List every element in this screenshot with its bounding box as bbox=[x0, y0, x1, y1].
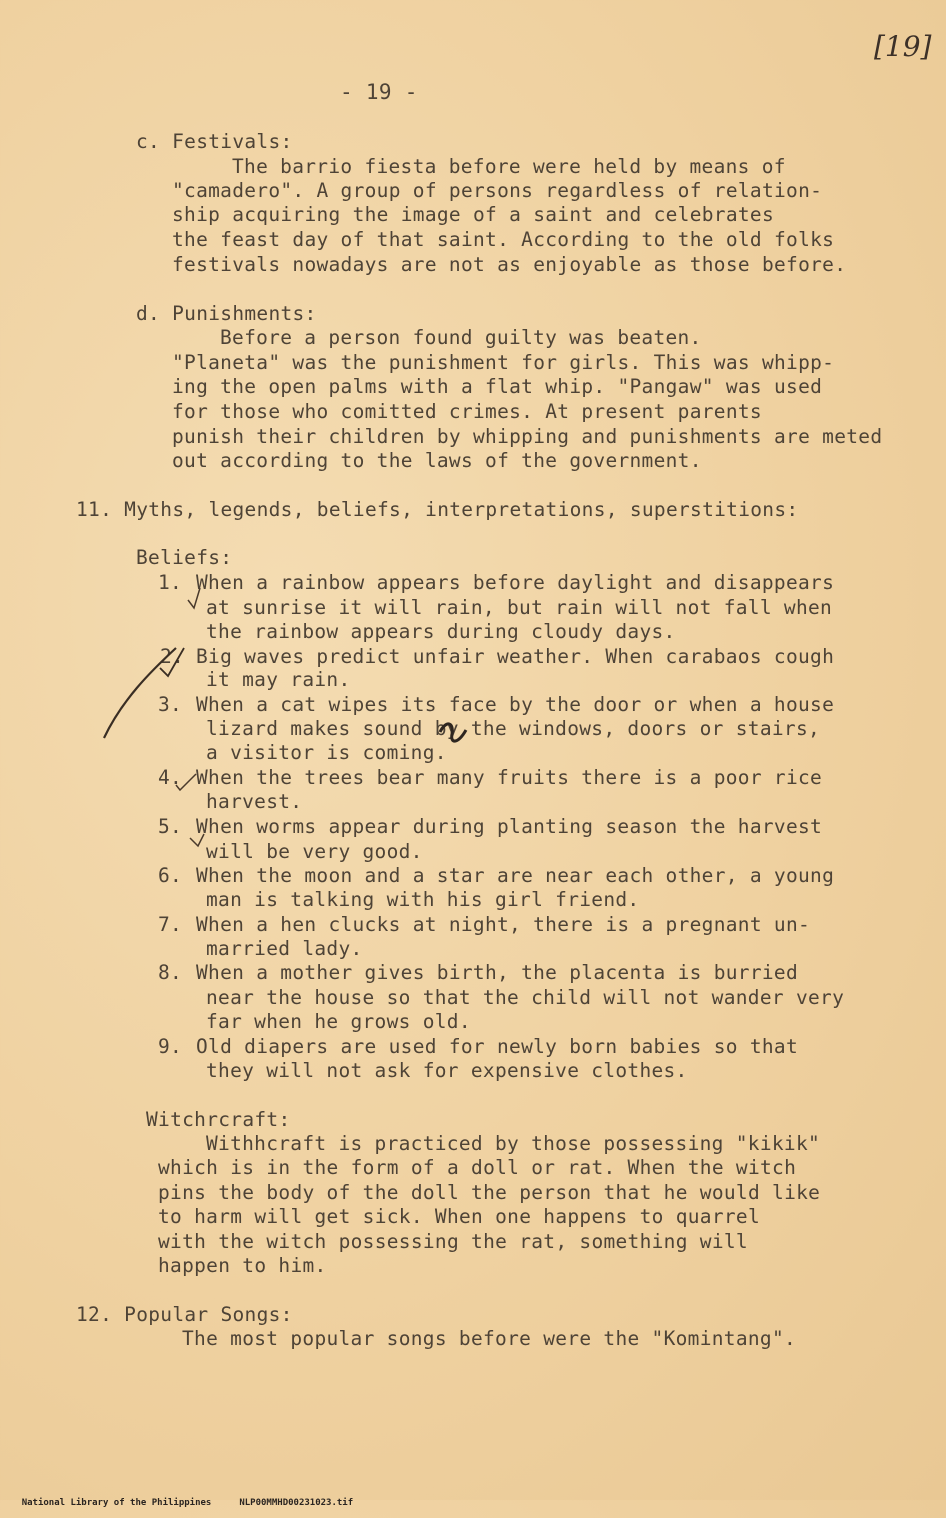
festivals-line: ship acquiring the image of a saint and celebrates bbox=[172, 203, 774, 226]
belief-line: When a hen clucks at night, there is a pregnant un- bbox=[196, 913, 811, 936]
songs-line: The most popular songs before were the "Komintang". bbox=[182, 1327, 797, 1350]
punishments-line: ing the open palms with a flat whip. "Pangaw" was used bbox=[172, 375, 823, 398]
handwritten-page-ref: [19] bbox=[874, 30, 932, 63]
myths-heading: 11. Myths, legends, beliefs, interpretations, superstitions: bbox=[76, 498, 799, 521]
belief-number: 2. bbox=[160, 645, 185, 668]
witchcraft-line: Withhcraft is practiced by those possessing "kikik" bbox=[206, 1132, 821, 1155]
witchcraft-line: to harm will get sick. When one happens to quarrel bbox=[158, 1205, 760, 1228]
belief-line: married lady. bbox=[206, 937, 363, 960]
page-number: - 19 - bbox=[340, 80, 418, 104]
festivals-heading: c. Festivals: bbox=[136, 130, 293, 153]
festivals-line: festivals nowadays are not as enjoyable as those before. bbox=[172, 253, 847, 276]
footer-library: National Library of the Philippines bbox=[21, 1498, 212, 1508]
belief-number: 9. bbox=[158, 1035, 183, 1058]
belief-number: 1. bbox=[158, 571, 183, 594]
songs-heading: 12. Popular Songs: bbox=[76, 1303, 293, 1326]
belief-line: will be very good. bbox=[206, 840, 423, 863]
beliefs-heading: Beliefs: bbox=[136, 546, 233, 569]
belief-line: When a rainbow appears before daylight and disappears bbox=[196, 571, 835, 594]
witchcraft-line: with the witch possessing the rat, something will bbox=[158, 1230, 748, 1253]
belief-line: When the moon and a star are near each other, a young bbox=[196, 864, 835, 887]
belief-line: a visitor is coming. bbox=[206, 741, 447, 764]
punishments-heading: d. Punishments: bbox=[136, 302, 317, 325]
belief-number: 6. bbox=[158, 864, 183, 887]
punishments-line: Before a person found guilty was beaten. bbox=[220, 326, 702, 349]
belief-number: 8. bbox=[158, 961, 183, 984]
punishments-line: out according to the laws of the government. bbox=[172, 449, 702, 472]
festivals-line: The barrio fiesta before were held by means of bbox=[232, 155, 786, 178]
punishments-line: "Planeta" was the punishment for girls. This was whipp- bbox=[172, 351, 835, 374]
belief-line: harvest. bbox=[206, 790, 303, 813]
belief-line: it may rain. bbox=[206, 668, 351, 691]
belief-line: at sunrise it will rain, but rain will not fall when bbox=[206, 596, 833, 619]
punishments-line: for those who comitted crimes. At present parents bbox=[172, 400, 762, 423]
witchcraft-line: which is in the form of a doll or rat. When the witch bbox=[158, 1156, 797, 1179]
belief-number: 3. bbox=[158, 693, 183, 716]
witchcraft-line: pins the body of the doll the person that he would like bbox=[158, 1181, 821, 1204]
belief-line: the rainbow appears during cloudy days. bbox=[206, 620, 676, 643]
belief-number: 7. bbox=[158, 913, 183, 936]
belief-line: man is talking with his girl friend. bbox=[206, 888, 640, 911]
belief-line: they will not ask for expensive clothes. bbox=[206, 1059, 688, 1082]
witchcraft-heading: Witchrcraft: bbox=[146, 1108, 291, 1131]
belief-line: near the house so that the child will not wander very bbox=[206, 986, 845, 1009]
belief-line: When the trees bear many fruits there is a poor rice bbox=[196, 766, 823, 789]
festivals-line: the feast day of that saint. According to the old folks bbox=[172, 228, 835, 251]
punishments-line: punish their children by whipping and punishments are meted bbox=[172, 425, 883, 448]
belief-line: far when he grows old. bbox=[206, 1010, 471, 1033]
belief-line: lizard makes sound by the windows, doors or stairs, bbox=[206, 717, 821, 740]
belief-number: 5. bbox=[158, 815, 183, 838]
belief-line: When a cat wipes its face by the door or when a house bbox=[196, 693, 835, 716]
belief-line: Old diapers are used for newly born babies so that bbox=[196, 1035, 798, 1058]
belief-line: Big waves predict unfair weather. When carabaos cough bbox=[196, 645, 835, 668]
footer-file: NLP00MMHD00231023.tif bbox=[239, 1498, 354, 1508]
belief-number: 4. bbox=[158, 766, 183, 789]
scan-footer bbox=[0, 1488, 381, 1518]
belief-line: When a mother gives birth, the placenta is burried bbox=[196, 961, 798, 984]
belief-line: When worms appear during planting season the harvest bbox=[196, 815, 823, 838]
witchcraft-line: happen to him. bbox=[158, 1254, 327, 1277]
festivals-line: "camadero". A group of persons regardless of relation- bbox=[172, 179, 823, 202]
